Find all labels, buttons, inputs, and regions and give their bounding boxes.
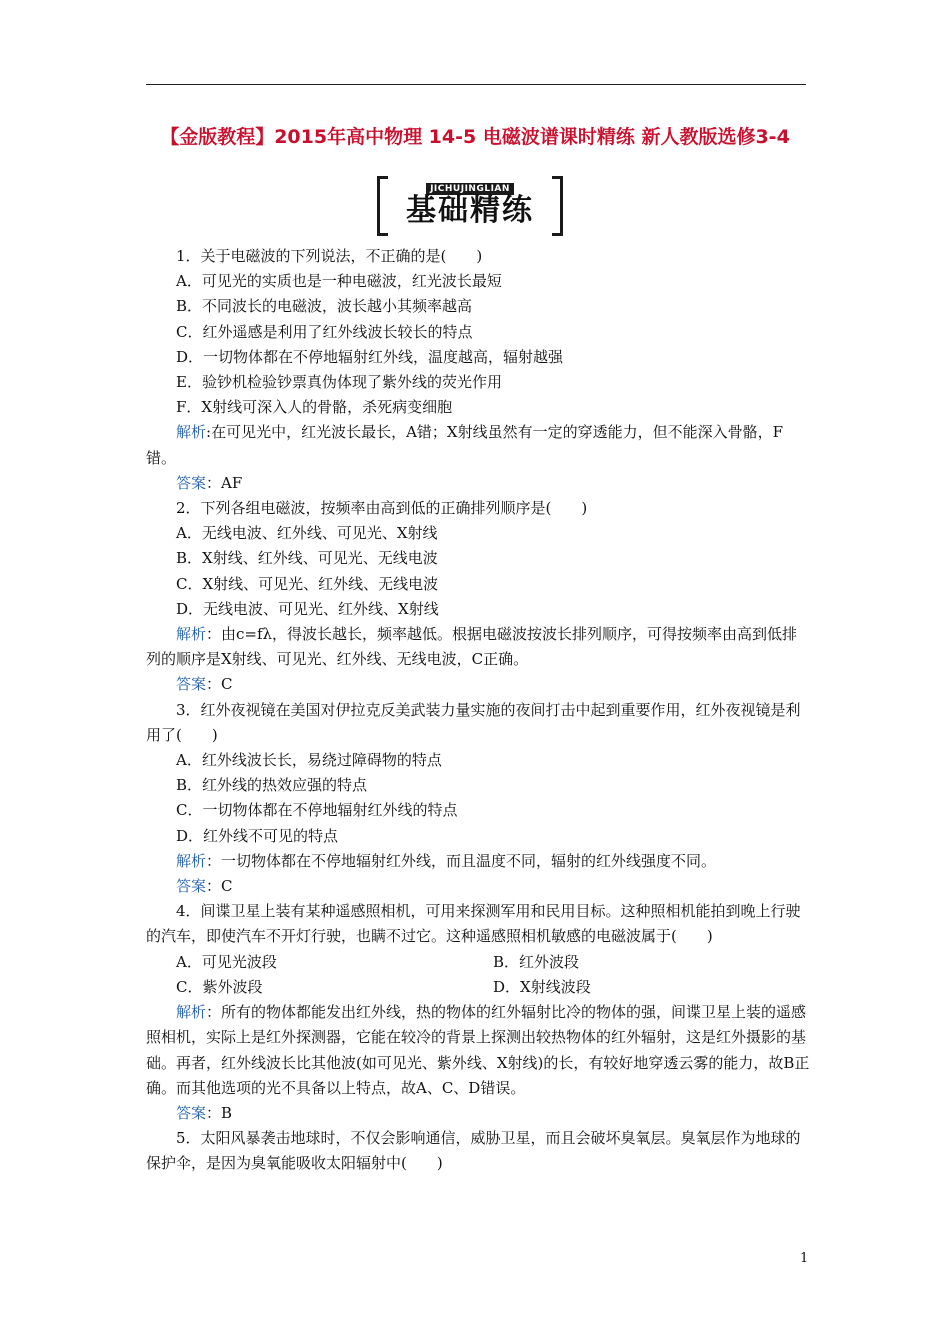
q1-answer: 答案：AF xyxy=(176,473,243,492)
q3-option-c: C．一切物体都在不停地辐射红外线的特点 xyxy=(176,801,458,820)
answer-label: 答案 xyxy=(176,877,207,896)
q3-option-b: B．红外线的热效应强的特点 xyxy=(176,776,368,795)
q4-option-b: B．红外波段 xyxy=(493,952,580,971)
q2-answer: 答案：C xyxy=(176,675,233,694)
q4-analysis: 解析：所有的物体都能发出红外线，热的物体的红外辐射比冷的物体的强，间谍卫星上装的遥感照相机，实际上是红外探测器，它能在较冷的背景上探测出较热物体的红外辐射，这是红外摄影的基础。再者，红外线波长比其他波(如可见光、紫外线、X射线)的长，有较好地穿透云雾的能力，故B正确。而其他选项的光不具备以上特点，故A、C、D错误。 xyxy=(146,1003,810,1097)
q2-option-d: D．无线电波、可见光、红外线、X射线 xyxy=(176,599,439,618)
banner-title: 基础精练 xyxy=(406,193,534,228)
analysis-label: 解析 xyxy=(176,1003,207,1022)
q3-analysis: 解析：一切物体都在不停地辐射红外线，而且温度不同，辐射的红外线强度不同。 xyxy=(176,851,717,870)
question-1-stem: 1．关于电磁波的下列说法，不正确的是( ) xyxy=(176,247,483,265)
answer-label: 答案 xyxy=(176,675,207,694)
q2-option-b: B．X射线、红外线、可见光、无线电波 xyxy=(176,549,438,568)
q2-option-c: C．X射线、可见光、红外线、无线电波 xyxy=(176,574,439,593)
q1-analysis: 解析:在可见光中，红光波长最长，A错；X射线虽然有一定的穿透能力，但不能深入骨骼，F错。 xyxy=(146,423,783,467)
question-3-stem: 3．红外夜视镜在美国对伊拉克反美武装力量实施的夜间打击中起到重要作用，红外夜视镜是利用了( ) xyxy=(146,700,801,744)
analysis-label: 解析 xyxy=(176,851,207,870)
answer-label: 答案 xyxy=(176,473,207,492)
q1-option-d: D．一切物体都在不停地辐射红外线，温度越高，辐射越强 xyxy=(176,347,564,366)
q4-answer: 答案：B xyxy=(176,1103,233,1122)
page-title: 【金版教程】2015年高中物理 14-5 电磁波谱课时精练 新人教版选修3-4 xyxy=(160,126,790,148)
analysis-label: 解析 xyxy=(176,625,207,644)
q3-option-d: D．红外线不可见的特点 xyxy=(176,826,339,845)
answer-label: 答案 xyxy=(176,1103,207,1122)
page-number: 1 xyxy=(800,1251,809,1266)
analysis-label: 解析 xyxy=(176,423,207,442)
document-body xyxy=(146,244,810,1177)
question-2-stem: 2．下列各组电磁波，按频率由高到低的正确排列顺序是( ) xyxy=(176,499,588,518)
q1-option-c: C．红外遥感是利用了红外线波长较长的特点 xyxy=(176,322,473,341)
q3-answer: 答案：C xyxy=(176,877,233,896)
q1-option-b: B．不同波长的电磁波，波长越小其频率越高 xyxy=(176,297,473,316)
section-banner xyxy=(377,176,563,232)
q1-option-e: E．验钞机检验钞票真伪体现了紫外线的荧光作用 xyxy=(176,373,502,392)
banner-pinyin: JICHUJINGLIAN xyxy=(377,176,563,195)
q1-option-a: A．可见光的实质也是一种电磁波，红光波长最短 xyxy=(176,272,502,291)
q3-option-a: A．红外线波长长，易绕过障碍物的特点 xyxy=(176,751,442,770)
q4-options-row-2 xyxy=(146,975,810,1000)
q2-analysis: 解析：由c=fλ，得波长越长，频率越低。根据电磁波按波长排列顺序，可得按频率由高到低排列的顺序是X射线、可见光、红外线、无线电波，C正确。 xyxy=(146,625,798,669)
q4-option-c: C．紫外波段 xyxy=(176,977,263,996)
question-4-stem: 4．间谍卫星上装有某种遥感照相机，可用来探测军用和民用目标。这种照相机能拍到晚上行驶的汽车，即使汽车不开灯行驶，也瞒不过它。这种遥感照相机敏感的电磁波属于( ) xyxy=(146,902,801,946)
question-5-stem: 5．太阳风暴袭击地球时，不仅会影响通信，威胁卫星，而且会破坏臭氧层。臭氧层作为地球的保护伞，是因为臭氧能吸收太阳辐射中( ) xyxy=(146,1129,801,1173)
q4-options-row-1 xyxy=(146,950,810,975)
q4-option-a: A．可见光波段 xyxy=(176,952,277,971)
q1-option-f: F．X射线可深入人的骨骼，杀死病变细胞 xyxy=(176,398,453,417)
q2-option-a: A．无线电波、红外线、可见光、X射线 xyxy=(176,524,438,543)
q4-option-d: D．X射线波段 xyxy=(493,977,591,996)
header-rule xyxy=(146,84,806,85)
